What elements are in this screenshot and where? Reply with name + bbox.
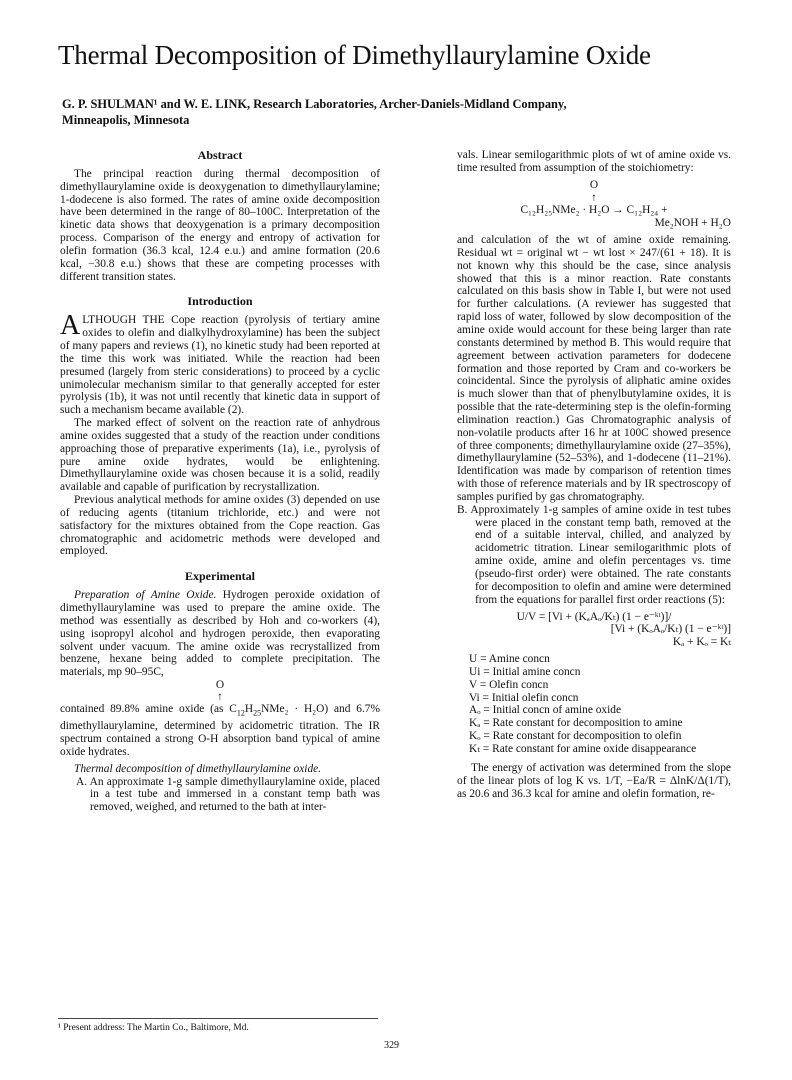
formula-sub-12: 12 (236, 708, 245, 718)
equation-arrow: ↑ (591, 191, 597, 204)
right-paragraph-3: The energy of activation was determined from the slope of the linear plots of log K vs. 1/T, −Ea/R = ΔlnK/Δ(1/T), as 20.6 and 36.3 kcal for amine and olefin formation, re- (457, 761, 731, 800)
definition-item: Kₐ = Rate constant for decomposition to amine (469, 717, 683, 730)
rate-equation-line-2: [Vi + (KₒAₒ/Kₜ) (1 − e⁻ᵏᵗ)] (610, 623, 731, 636)
oxide-arrow: ↑ (217, 691, 223, 704)
intro-paragraph-3: Previous analytical methods for amine oxides (3) depended on use of reducing agents (titanium trichloride, etc.) and were not satisfactory for the mixtures obtained from the Cope reaction. Gas chromatographic and acidometric methods were developed and employed. (60, 494, 380, 558)
right-column (457, 149, 731, 800)
definition-item: V = Olefin concn (469, 678, 549, 691)
definition-item: Ui = Initial amine concn (469, 665, 581, 678)
preparation-text: Hydrogen peroxide oxidation of dimethyllaurylamine was used to prepare the amine oxide. The method was essentially as described by Hoh and co-workers (4), using isopropyl alcohol and hydrogen peroxide, then evaporating solvent under vacuum. The amine oxide was recrystallized from benzene, hexane being added to complete precipitation. The materials, mp 90–95C, (60, 589, 380, 679)
intro-p1-text: Cope reaction (pyrolysis of tertiary amine oxides to olefin and dialkylhydroxylamine) has been the subject of many papers and reviews (1), no kinetic study had been reported at the time this work was initiated. While the reaction had been presumed (largely from steric considerations) to proceed by a cyclic unimolecular mechanism similar to that generally accepted for ester pyrolysis (1b), it was not until recently that kinetic data in support of such a mechanism became available (2). (60, 314, 380, 417)
definition-item: U = Amine concn (469, 653, 550, 666)
thermal-decomposition-heading (60, 763, 380, 776)
footnote: ¹ Present address: The Martin Co., Baltimore, Md. (58, 1018, 378, 1033)
abstract-heading: Abstract (197, 148, 243, 162)
definition-item: Kₜ = Rate constant for amine oxide disappearance (469, 742, 697, 755)
definition-item: Aₒ = Initial concn of amine oxide (469, 704, 622, 717)
intro-paragraph-2: The marked effect of solvent on the reaction rate of anhydrous amine oxides suggested that a study of the reaction under conditions approaching those of preparative experiments (1a), i.e., pyrolysis of pure amine oxide hydrates, would be enlightening. Dimethyllaurylamine oxide was chosen because it is a solid, readily available and capable of purification by recrystallization. (60, 417, 380, 494)
formula-sub-25: 25 (253, 708, 262, 718)
equation-line-1: C₁₂H₂₅NMe₂ · H₂O → C₁₂H₂₄ + (520, 204, 668, 217)
stoichiometry-equation (457, 179, 731, 230)
contained-paragraph (60, 703, 380, 759)
experimental-heading: Experimental (185, 569, 255, 584)
contained-pre: contained 89.8% amine oxide (as C (60, 703, 237, 716)
abstract-text: The principal reaction during thermal decomposition of dimethyllaurylamine oxide is deoxygenation to dimethyllaurylamine; 1-dodecene is also formed. The rates of amine oxide decomposition have been determined in the range of 80–100C. Interpretation of the kinetic data shows that deoxygenation is a primary decomposition process. Comparison of the energy and entropy of activation for olefin formation (36.3 kcal, 12.4 e.u.) and amine formation (20.6 kcal, −30.8 e.u.) shows that these are competing processes with different transition states. (60, 167, 380, 283)
page-number: 329 (384, 1040, 399, 1051)
thermal-title: Thermal decomposition of dimethyllaurylamine oxide. (74, 762, 322, 775)
intro-paragraph-1 (60, 310, 380, 417)
authors-line-1: G. P. SHULMAN¹ and W. E. LINK, Research Laboratories, Archer-Daniels-Midland Company, (62, 97, 567, 111)
right-paragraph-2: and calculation of the wt of amine oxide remaining. Residual wt = original wt − wt lost × 247/(61 + 18). It is not known why this should be the case, since analysis showed that this is a minor reaction. Rate constants calculated on this basis show in Table I, but were not used for further calculations. (A reviewer has suggested that rapid loss of water, followed by slow decomposition of the amine oxide would account for these being larger than rate constants determined by method B. This would require that agreement between activation parameters for dodecene formation and those reported by Cram and co-workers be coincidental. Since the pyrolysis of aliphatic amine oxides is much slower than that of phenylbutylamine oxides, it is possible that the rate-determining step is the olefin-forming elimination reaction.) Gas Chromatographic analysis of non-volatile products after 16 hr at 100C showed presence of three components; dimethyllaurylamine oxide (27–35%), dimethyllaurylamine (52–53%), and 1-dodecene (11–21%). Identification was made by comparison of retention times with those of reference materials and by IR spectroscopy of samples purified by gas chromatography. (457, 234, 731, 503)
drop-cap: A (60, 310, 81, 342)
method-a-paragraph: A. An approximate 1-g sample dimethyllaurylamine oxide, placed in a test tube and immersed in a constant temp bath was removed, weighed, and returned to the bath at inter- (76, 775, 380, 814)
equation-line-2: Me₂NOH + H₂O (654, 217, 731, 230)
definitions-list (469, 653, 731, 756)
introduction-heading: Introduction (187, 294, 253, 309)
paper-title: Thermal Decomposition of Dimethyllaurylamine Oxide (58, 40, 651, 70)
author-affiliation (62, 96, 742, 128)
preparation-paragraph (60, 589, 380, 679)
oxide-structure (60, 679, 380, 703)
contained-post: NMe₂ · H₂O) and 6.7% dimethyllaurylamine, determined by acidometric titration. The IR spectrum contained a strong O-H absorption band typical of amine oxide hydrates. (60, 703, 380, 758)
formula-h: H (244, 703, 254, 716)
right-paragraph-1: vals. Linear semilogarithmic plots of wt of amine oxide vs. time resulted from assumption of the stoichiometry: (457, 149, 731, 174)
definition-item: Vi = Initial olefin concn (469, 691, 579, 704)
rate-equation-line-1: U/V = [Vi + (KₐAₒ/Kₜ) (1 − e⁻ᵏᵗ)]/ (516, 610, 672, 623)
authors-line-2: Minneapolis, Minnesota (62, 113, 190, 127)
equation-oxygen: O (589, 178, 599, 191)
preparation-title: Preparation of Amine Oxide. (74, 589, 217, 602)
rate-equation-line-3: Kₐ + Kₒ = Kₜ (672, 636, 731, 649)
intro-smallcaps: LTHOUGH THE (82, 314, 165, 327)
method-b-paragraph: B. Approximately 1-g samples of amine oxide in test tubes were placed in the constant temp bath, removed at the end of a suitable interval, chilled, and analyzed by acidometric titration. Linear semilogarithmic plots of amine oxide, amine and olefin percentages vs. time (pseudo-first order) were obtained. The rate constants for decomposition to olefin and amine were determined from the equations for parallel first order reactions (5): (457, 503, 731, 606)
rate-equation (457, 611, 731, 650)
oxide-oxygen: O (215, 679, 225, 692)
left-column (60, 149, 380, 814)
definition-item: Kₒ = Rate constant for decomposition to olefin (469, 730, 682, 743)
